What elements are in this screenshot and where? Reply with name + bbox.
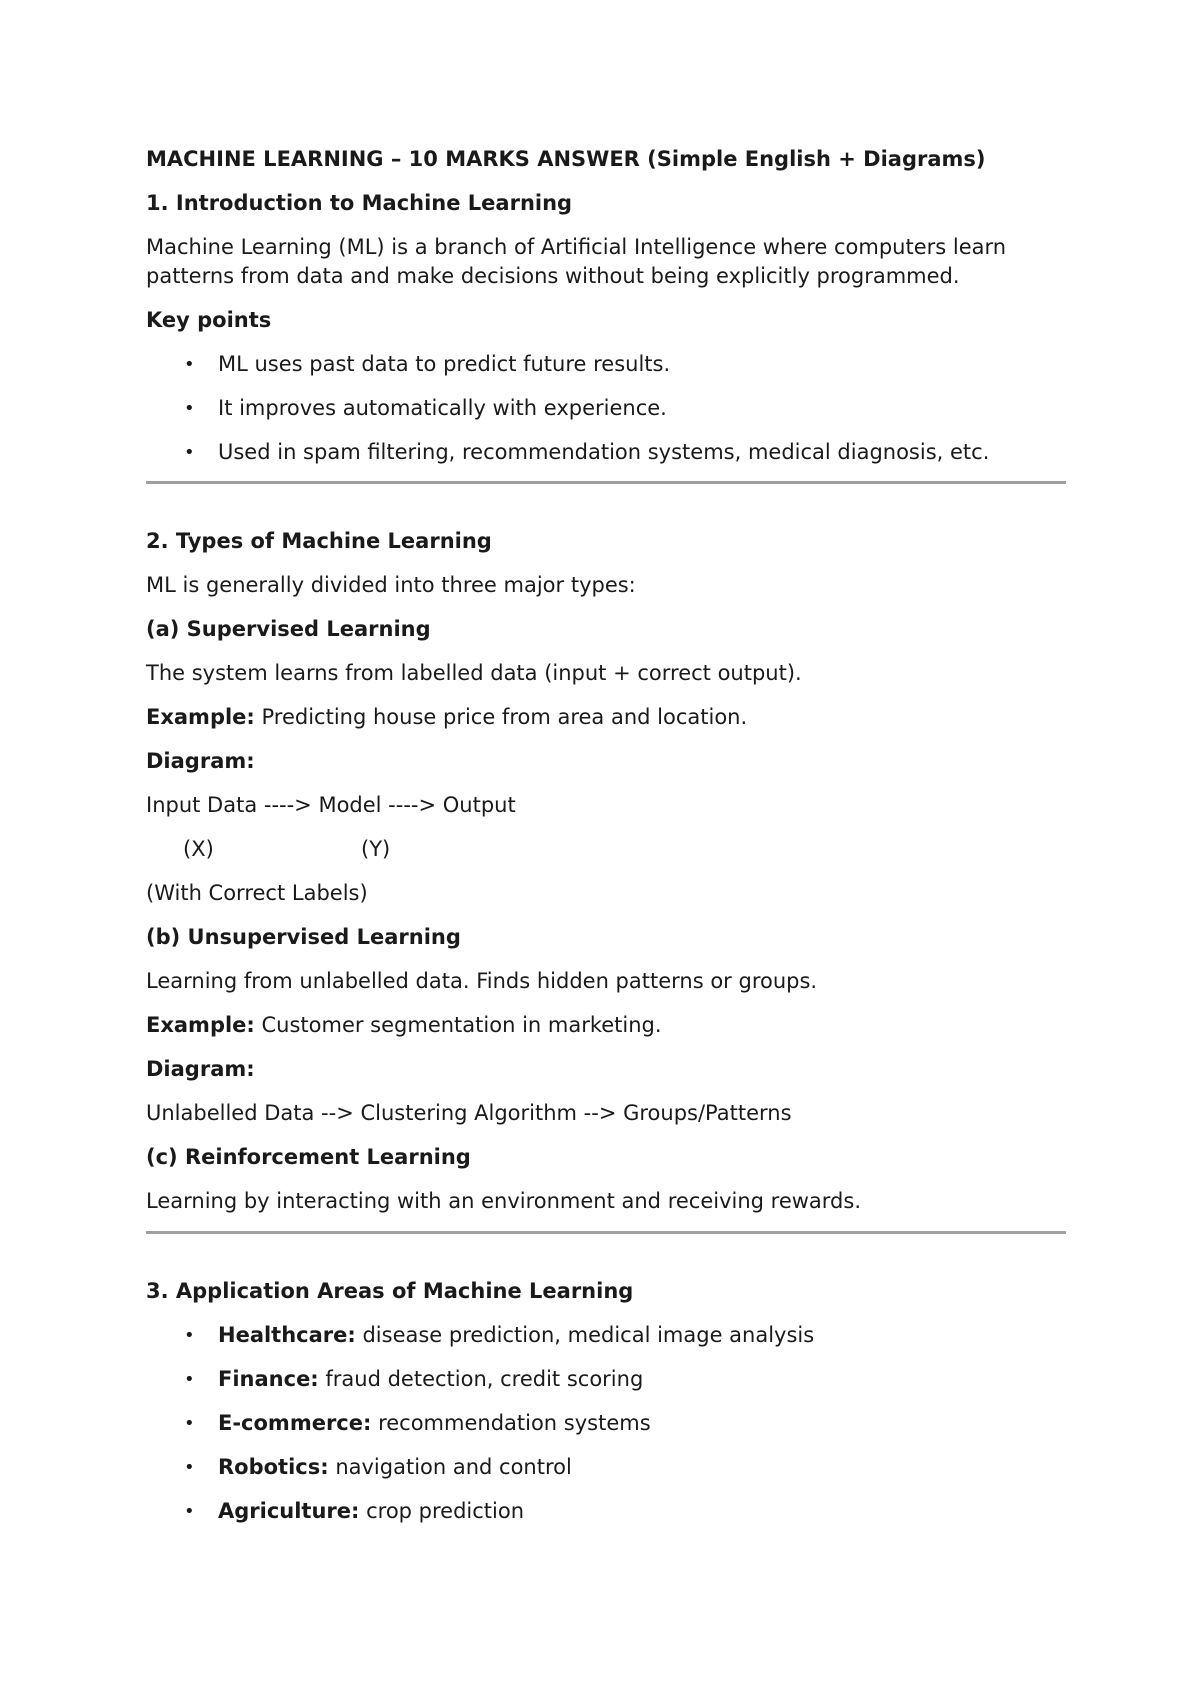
supervised-example: [146, 703, 747, 732]
section-1-paragraph-line-2: patterns from data and make decisions without being explicitly programmed.: [146, 264, 960, 288]
section-1-paragraph-line-1: Machine Learning (ML) is a branch of Artificial Intelligence where computers learn: [146, 235, 1007, 259]
example-label: Example:: [146, 1013, 255, 1037]
example-text: Predicting house price from area and location.: [254, 705, 748, 729]
bullet-icon: •: [184, 1369, 195, 1390]
application-label: Healthcare:: [218, 1323, 356, 1347]
reinforcement-heading: (c) Reinforcement Learning: [146, 1145, 471, 1169]
unsupervised-description: Learning from unlabelled data. Finds hidden patterns or groups.: [146, 969, 818, 993]
bullet-icon: •: [184, 354, 195, 375]
application-text: crop prediction: [359, 1499, 525, 1523]
bullet-icon: •: [184, 1501, 195, 1522]
unsupervised-heading: (b) Unsupervised Learning: [146, 925, 461, 949]
horizontal-divider: [146, 481, 1066, 484]
application-label: Agriculture:: [218, 1499, 360, 1523]
list-item-text: [218, 1321, 814, 1350]
section-1-heading: 1. Introduction to Machine Learning: [146, 191, 573, 215]
list-item-text: ML uses past data to predict future results.: [218, 352, 671, 376]
document-title: MACHINE LEARNING – 10 MARKS ANSWER (Simple English + Diagrams): [146, 147, 986, 171]
supervised-diagram-flow: Input Data ----> Model ----> Output: [146, 793, 516, 817]
application-text: navigation and control: [328, 1455, 572, 1479]
supervised-heading: (a) Supervised Learning: [146, 617, 431, 641]
bullet-icon: •: [184, 1457, 195, 1478]
list-item-text: Used in spam filtering, recommendation systems, medical diagnosis, etc.: [218, 440, 990, 464]
example-text: Customer segmentation in marketing.: [254, 1013, 662, 1037]
list-item-text: [218, 1409, 651, 1438]
section-3-heading: 3. Application Areas of Machine Learning: [146, 1279, 634, 1303]
list-item-text: [218, 1497, 524, 1526]
supervised-diagram-x-label: (X): [183, 837, 214, 861]
supervised-diagram-y-label: (Y): [361, 837, 391, 861]
list-item-text: It improves automatically with experience.: [218, 396, 667, 420]
supervised-diagram-note: (With Correct Labels): [146, 881, 368, 905]
reinforcement-description: Learning by interacting with an environment and receiving rewards.: [146, 1189, 862, 1213]
list-item-text: [218, 1365, 643, 1394]
list-item-text: [218, 1453, 572, 1482]
application-text: recommendation systems: [371, 1411, 651, 1435]
section-2-heading: 2. Types of Machine Learning: [146, 529, 492, 553]
application-text: disease prediction, medical image analysis: [355, 1323, 815, 1347]
supervised-description: The system learns from labelled data (input + correct output).: [146, 661, 802, 685]
bullet-icon: •: [184, 398, 195, 419]
bullet-icon: •: [184, 1413, 195, 1434]
bullet-icon: •: [184, 1325, 195, 1346]
unsupervised-example: [146, 1011, 662, 1040]
supervised-diagram-label: Diagram:: [146, 749, 255, 773]
unsupervised-diagram-label: Diagram:: [146, 1057, 255, 1081]
section-2-intro: ML is generally divided into three major types:: [146, 573, 636, 597]
document-page: [146, 0, 1066, 1696]
example-label: Example:: [146, 705, 255, 729]
application-text: fraud detection, credit scoring: [318, 1367, 644, 1391]
key-points-heading: Key points: [146, 308, 272, 332]
bullet-icon: •: [184, 442, 195, 463]
horizontal-divider: [146, 1231, 1066, 1234]
application-label: Robotics:: [218, 1455, 329, 1479]
application-label: E-commerce:: [218, 1411, 372, 1435]
application-label: Finance:: [218, 1367, 319, 1391]
unsupervised-diagram-flow: Unlabelled Data --> Clustering Algorithm --> Groups/Patterns: [146, 1101, 792, 1125]
